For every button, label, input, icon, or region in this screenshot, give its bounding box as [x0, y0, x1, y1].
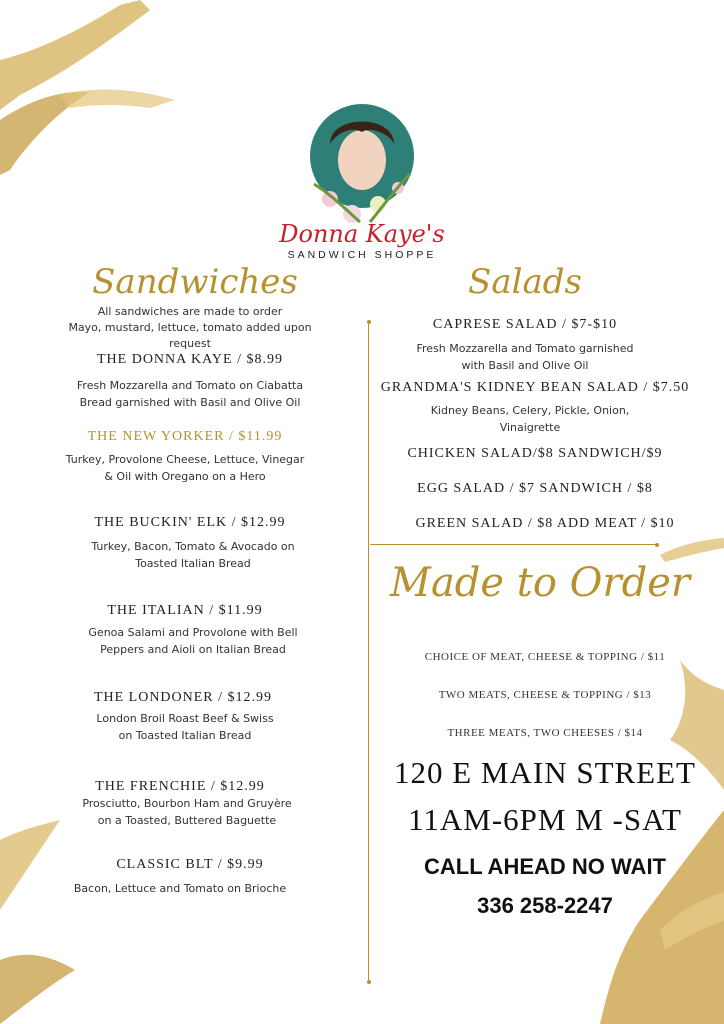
- sandwich-item-name: CLASSIC BLT / $9.99: [116, 857, 264, 872]
- made-to-order-item: TWO MEATS, CHEESE & TOPPING / $13: [438, 689, 652, 701]
- gold-foil-bottom-left: [0, 820, 90, 1024]
- made-to-order-item: CHOICE OF MEAT, CHEESE & TOPPING / $11: [424, 651, 666, 663]
- brand-subtitle: SANDWICH SHOPPE: [287, 249, 437, 261]
- phone-number[interactable]: 336 258-2247: [477, 893, 613, 918]
- desc-line: with Basil and Olive Oil: [461, 359, 589, 372]
- desc-line: Turkey, Provolone Cheese, Lettuce, Vinegar: [65, 453, 305, 466]
- salad-item-desc: [380, 402, 680, 436]
- sandwich-item-name: THE FRENCHIE / $12.99: [95, 779, 265, 794]
- desc-line: & Oil with Oregano on a Hero: [104, 470, 266, 483]
- salad-item-name: GRANDMA'S KIDNEY BEAN SALAD / $7.50: [380, 380, 690, 395]
- sandwich-item-desc: [40, 710, 330, 744]
- vertical-divider: [368, 322, 369, 982]
- sandwich-item-desc: [48, 624, 338, 658]
- call-ahead-text: CALL AHEAD NO WAIT: [424, 854, 666, 879]
- sandwich-item-desc: [40, 377, 340, 411]
- brand-name: Donna Kaye's: [279, 220, 445, 248]
- desc-line: Bread garnished with Basil and Olive Oil: [79, 396, 301, 409]
- address-text: 120 E MAIN STREET: [393, 755, 696, 790]
- desc-line: on Toasted Italian Bread: [118, 729, 252, 742]
- sandwich-item-desc: [35, 451, 335, 485]
- salad-item-name: CAPRESE SALAD / $7-$10: [432, 317, 618, 332]
- desc-line: Fresh Mozzarella and Tomato on Ciabatta: [76, 379, 304, 392]
- sandwich-item-name: THE ITALIAN / $11.99: [107, 603, 263, 618]
- logo-portrait-icon: [300, 104, 424, 228]
- made-to-order-item: THREE MEATS, TWO CHEESES / $14: [447, 727, 643, 739]
- desc-line: Genoa Salami and Provolone with Bell: [88, 626, 298, 639]
- salads-heading: Salads: [468, 262, 582, 302]
- sandwiches-heading: Sandwiches: [92, 262, 298, 302]
- salad-item-name: GREEN SALAD / $8 ADD MEAT / $10: [415, 516, 675, 531]
- note-line: All sandwiches are made to order: [97, 305, 283, 318]
- desc-line: Bacon, Lettuce and Tomato on Brioche: [73, 882, 287, 895]
- sandwich-item-name: THE DONNA KAYE / $8.99: [97, 352, 283, 367]
- sandwich-item-name: THE LONDONER / $12.99: [93, 690, 273, 705]
- desc-line: on a Toasted, Buttered Baguette: [97, 814, 277, 827]
- desc-line: Kidney Beans, Celery, Pickle, Onion,: [430, 404, 630, 417]
- divider-dot: [367, 980, 371, 984]
- salad-item-desc: [375, 340, 675, 374]
- note-line: Mayo, mustard, lettuce, tomato added upon: [68, 321, 312, 334]
- sandwich-item-desc: [42, 795, 332, 829]
- note-line: request: [169, 337, 211, 350]
- sandwich-item-desc: [30, 880, 330, 897]
- desc-line: Toasted Italian Bread: [135, 557, 251, 570]
- desc-line: Vinaigrette: [499, 421, 561, 434]
- gold-foil-top-left: [0, 0, 190, 190]
- made-to-order-heading: Made to Order: [390, 560, 690, 606]
- desc-line: London Broil Roast Beef & Swiss: [96, 712, 274, 725]
- salad-item-name: CHICKEN SALAD/$8 SANDWICH/$9: [407, 446, 663, 461]
- salad-item-name: EGG SALAD / $7 SANDWICH / $8: [417, 481, 653, 496]
- horizontal-divider: [370, 544, 658, 545]
- brand-block: [262, 220, 462, 262]
- divider-dot: [655, 543, 659, 547]
- desc-line: Fresh Mozzarella and Tomato garnished: [416, 342, 634, 355]
- sandwich-item-name: THE BUCKIN' ELK / $12.99: [94, 515, 286, 530]
- sandwich-item-desc: [48, 538, 338, 572]
- desc-line: Turkey, Bacon, Tomato & Avocado on: [91, 540, 295, 553]
- desc-line: Prosciutto, Bourbon Ham and Gruyère: [82, 797, 292, 810]
- hours-text: 11AM-6PM M -SAT: [408, 802, 682, 837]
- desc-line: Peppers and Aioli on Italian Bread: [100, 643, 286, 656]
- divider-dot: [367, 320, 371, 324]
- sandwiches-note: [40, 304, 340, 352]
- sandwich-item-name: THE NEW YORKER / $11.99: [87, 429, 283, 444]
